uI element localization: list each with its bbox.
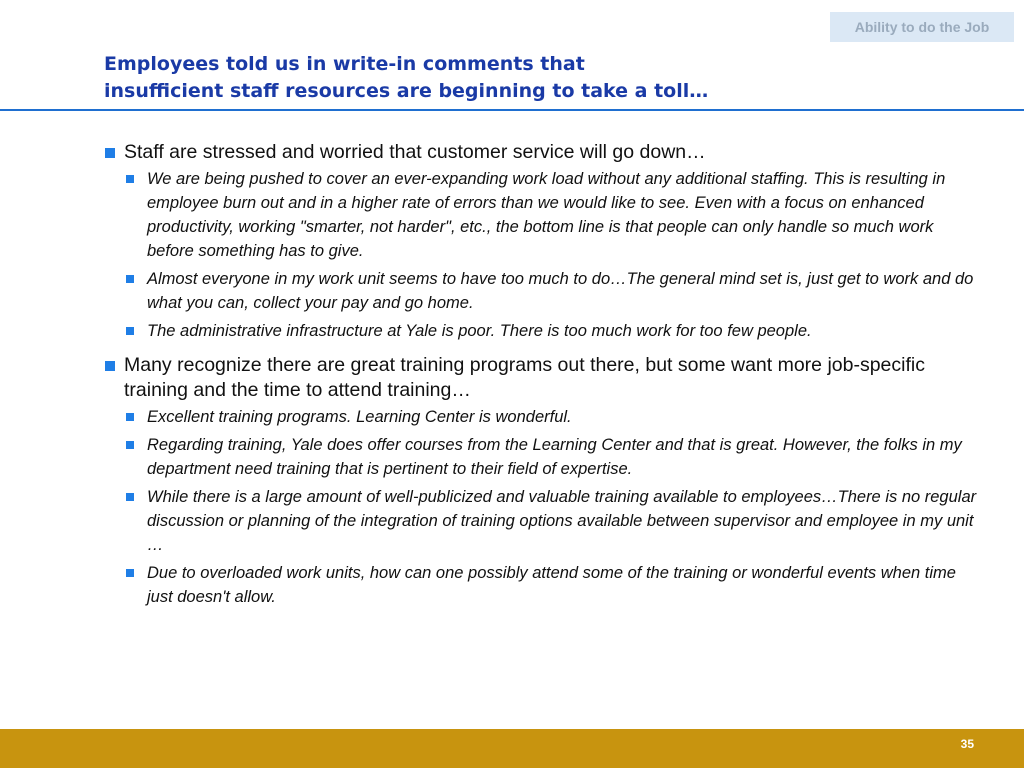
bullet-level-1 [124,353,964,403]
slide-title [104,51,864,105]
quote-text: Almost everyone in my work unit seems to have too much to do…The general mind set is, just get to work and do what you can, collect your pay and go home. [147,270,974,312]
footer-bar [0,729,1024,768]
title-divider [0,109,1024,111]
bullet-text: Staff are stressed and worried that customer service will go down… [124,141,706,163]
quote-item [147,485,984,557]
quote-text: Due to overloaded work units, how can one possibly attend some of the training or wonderful events when time just doesn't allow. [147,564,956,606]
slide-title-line-1: Employees told us in write-in comments that [104,53,585,75]
square-bullet-icon [126,441,134,449]
slide-body [0,140,1024,619]
quote-text: Excellent training programs. Learning Center is wonderful. [147,408,572,426]
quote-text: While there is a large amount of well-publicized and valuable training available to employees…There is no regular discussion or planning of the integration of training options available between supervisor and employee in my unit … [147,488,977,554]
square-bullet-icon [126,327,134,335]
square-bullet-icon [126,275,134,283]
quote-item [147,167,984,263]
slide-title-line-2: insufficient staff resources are beginning to take a toll… [104,80,709,102]
bullet-level-1 [124,140,964,165]
square-bullet-icon [105,361,115,371]
page-number: 35 [960,737,974,751]
bullet-text: Many recognize there are great training programs out there, but some want more job-specific training and the time to attend training… [124,354,925,401]
quote-text: We are being pushed to cover an ever-expanding work load without any additional staffing. This is resulting in employee burn out and in a higher rate of errors than we would like to see. Even with a focus on enhanced productivity, working "smarter, not harder", etc., the bottom line is that people can only handle so much work before something has to give. [147,170,946,260]
quote-item [147,405,984,429]
quote-item [147,267,984,315]
square-bullet-icon [126,175,134,183]
quote-item [147,433,984,481]
quote-item [147,561,984,609]
quote-text: The administrative infrastructure at Yale is poor. There is too much work for too few people. [147,322,812,340]
section-tag: Ability to do the Job [830,12,1014,42]
section-training [0,353,1024,609]
quote-item [147,319,984,343]
section-staff-stress [0,140,1024,343]
square-bullet-icon [126,493,134,501]
quote-text: Regarding training, Yale does offer courses from the Learning Center and that is great. However, the folks in my department need training that is pertinent to their field of expertise. [147,436,962,478]
square-bullet-icon [126,413,134,421]
square-bullet-icon [126,569,134,577]
square-bullet-icon [105,148,115,158]
